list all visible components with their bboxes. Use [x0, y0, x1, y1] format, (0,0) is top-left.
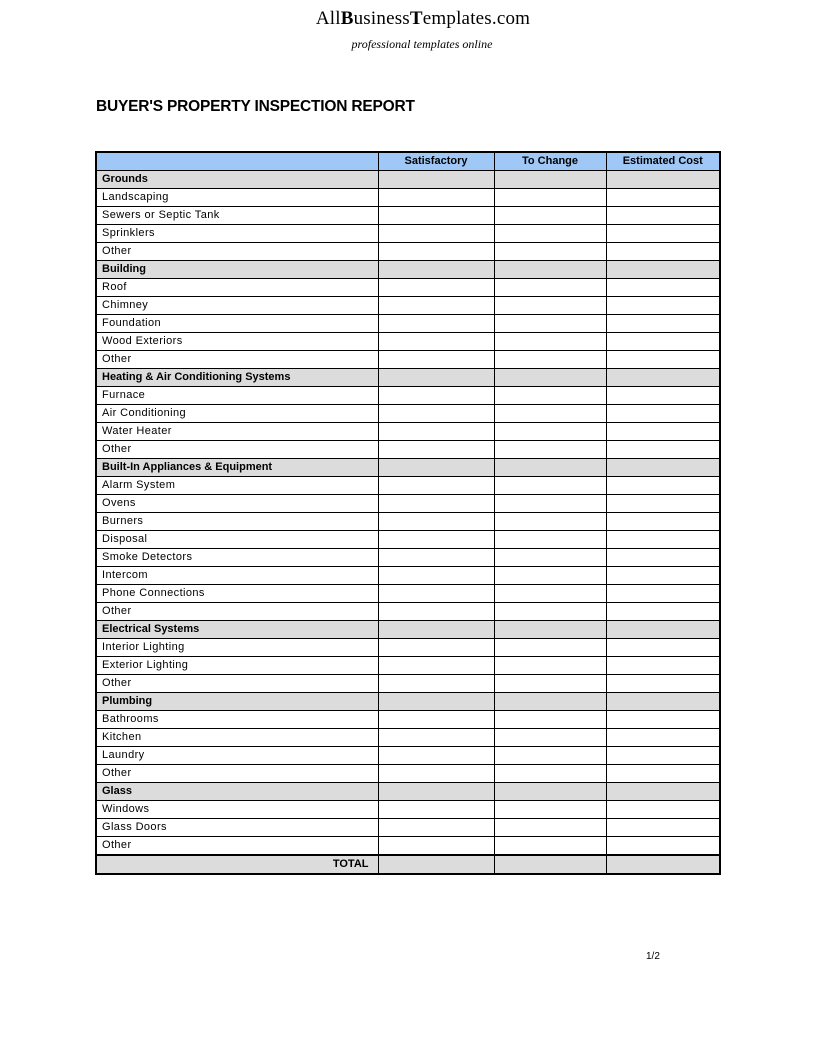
to-change-cell[interactable]: [494, 819, 606, 837]
item-row-label: Other: [96, 441, 378, 459]
to-change-cell: [494, 171, 606, 189]
estimated-cost-cell[interactable]: [606, 315, 720, 333]
to-change-cell[interactable]: [494, 207, 606, 225]
estimated-cost-cell[interactable]: [606, 513, 720, 531]
estimated-cost-cell: [606, 369, 720, 387]
item-row: [96, 279, 720, 297]
satisfactory-cell[interactable]: [378, 315, 494, 333]
item-row: [96, 711, 720, 729]
satisfactory-cell[interactable]: [378, 765, 494, 783]
estimated-cost-cell[interactable]: [606, 747, 720, 765]
item-row: [96, 207, 720, 225]
to-change-cell[interactable]: [494, 765, 606, 783]
to-change-cell[interactable]: [494, 441, 606, 459]
satisfactory-cell[interactable]: [378, 423, 494, 441]
item-row: [96, 477, 720, 495]
section-row-label: Built-In Appliances & Equipment: [96, 459, 378, 477]
item-row-label: Other: [96, 351, 378, 369]
item-row: [96, 243, 720, 261]
item-row: [96, 819, 720, 837]
estimated-cost-cell[interactable]: [606, 711, 720, 729]
to-change-cell[interactable]: [494, 585, 606, 603]
item-row-label: Sewers or Septic Tank: [96, 207, 378, 225]
estimated-cost-cell[interactable]: [606, 531, 720, 549]
estimated-cost-cell[interactable]: [606, 837, 720, 856]
estimated-cost-cell: [606, 171, 720, 189]
item-row-label: Windows: [96, 801, 378, 819]
estimated-cost-cell[interactable]: [606, 657, 720, 675]
item-row: [96, 189, 720, 207]
estimated-cost-cell[interactable]: [606, 225, 720, 243]
section-row: [96, 369, 720, 387]
satisfactory-cell[interactable]: [378, 387, 494, 405]
satisfactory-cell[interactable]: [378, 675, 494, 693]
to-change-cell[interactable]: [494, 495, 606, 513]
satisfactory-cell[interactable]: [378, 513, 494, 531]
estimated-cost-cell[interactable]: [606, 477, 720, 495]
item-row-label: Roof: [96, 279, 378, 297]
to-change-cell[interactable]: [494, 405, 606, 423]
item-row-label: Laundry: [96, 747, 378, 765]
to-change-cell[interactable]: [494, 675, 606, 693]
estimated-cost-cell[interactable]: [606, 279, 720, 297]
to-change-cell[interactable]: [494, 603, 606, 621]
estimated-cost-cell[interactable]: [606, 639, 720, 657]
estimated-cost-cell[interactable]: [606, 603, 720, 621]
to-change-cell: [494, 369, 606, 387]
satisfactory-cell[interactable]: [378, 549, 494, 567]
item-row: [96, 801, 720, 819]
item-row: [96, 567, 720, 585]
to-change-cell[interactable]: [494, 423, 606, 441]
to-change-cell[interactable]: [494, 729, 606, 747]
estimated-cost-cell[interactable]: [606, 441, 720, 459]
satisfactory-cell: [378, 621, 494, 639]
item-row: [96, 297, 720, 315]
to-change-cell[interactable]: [494, 225, 606, 243]
item-row-label: Phone Connections: [96, 585, 378, 603]
satisfactory-cell[interactable]: [378, 567, 494, 585]
item-row: [96, 639, 720, 657]
to-change-cell: [494, 783, 606, 801]
item-row-label: Bathrooms: [96, 711, 378, 729]
to-change-cell[interactable]: [494, 243, 606, 261]
satisfactory-cell[interactable]: [378, 747, 494, 765]
satisfactory-cell: [378, 261, 494, 279]
satisfactory-cell: [378, 459, 494, 477]
to-change-cell: [494, 261, 606, 279]
estimated-cost-cell[interactable]: [606, 333, 720, 351]
item-row-label: Water Heater: [96, 423, 378, 441]
satisfactory-cell[interactable]: [378, 225, 494, 243]
section-row-label: Glass: [96, 783, 378, 801]
to-change-cell[interactable]: [494, 801, 606, 819]
item-row: [96, 585, 720, 603]
item-row: [96, 657, 720, 675]
to-change-cell[interactable]: [494, 387, 606, 405]
to-change-cell[interactable]: [494, 189, 606, 207]
column-header: Satisfactory: [378, 152, 494, 171]
document-title: BUYER'S PROPERTY INSPECTION REPORT: [96, 98, 415, 115]
satisfactory-cell[interactable]: [378, 603, 494, 621]
satisfactory-cell[interactable]: [378, 279, 494, 297]
satisfactory-cell: [378, 693, 494, 711]
item-row-label: Furnace: [96, 387, 378, 405]
satisfactory-cell: [378, 369, 494, 387]
section-row: [96, 459, 720, 477]
satisfactory-cell[interactable]: [378, 855, 494, 874]
estimated-cost-cell: [606, 261, 720, 279]
section-row-label: Heating & Air Conditioning Systems: [96, 369, 378, 387]
estimated-cost-cell[interactable]: [606, 585, 720, 603]
item-row: [96, 747, 720, 765]
brand-logo: AllBusinessTemplates.com: [315, 8, 531, 29]
item-row-label: Wood Exteriors: [96, 333, 378, 351]
item-row: [96, 423, 720, 441]
item-row: [96, 837, 720, 856]
item-row-label: Landscaping: [96, 189, 378, 207]
estimated-cost-cell[interactable]: [606, 243, 720, 261]
satisfactory-cell[interactable]: [378, 243, 494, 261]
item-row-label: Ovens: [96, 495, 378, 513]
item-row: [96, 387, 720, 405]
satisfactory-cell[interactable]: [378, 801, 494, 819]
section-row-label: Grounds: [96, 171, 378, 189]
satisfactory-cell[interactable]: [378, 639, 494, 657]
item-row: [96, 333, 720, 351]
estimated-cost-cell[interactable]: [606, 801, 720, 819]
satisfactory-cell[interactable]: [378, 729, 494, 747]
to-change-cell[interactable]: [494, 279, 606, 297]
satisfactory-cell[interactable]: [378, 711, 494, 729]
to-change-cell[interactable]: [494, 837, 606, 856]
page-number: 1/2: [646, 951, 660, 962]
header-row: [96, 152, 720, 171]
satisfactory-cell[interactable]: [378, 495, 494, 513]
section-row: [96, 261, 720, 279]
to-change-cell[interactable]: [494, 567, 606, 585]
to-change-cell[interactable]: [494, 333, 606, 351]
section-row-label: Electrical Systems: [96, 621, 378, 639]
item-row: [96, 225, 720, 243]
item-row: [96, 405, 720, 423]
item-row-label: Other: [96, 837, 378, 856]
item-row: [96, 441, 720, 459]
estimated-cost-cell[interactable]: [606, 207, 720, 225]
satisfactory-cell[interactable]: [378, 657, 494, 675]
satisfactory-cell[interactable]: [378, 531, 494, 549]
estimated-cost-cell[interactable]: [606, 765, 720, 783]
satisfactory-cell: [378, 171, 494, 189]
section-row-label: Building: [96, 261, 378, 279]
to-change-cell[interactable]: [494, 711, 606, 729]
brand-tagline: professional templates online: [351, 37, 493, 51]
estimated-cost-cell[interactable]: [606, 729, 720, 747]
total-row-label: TOTAL: [96, 855, 378, 874]
item-row-label: Other: [96, 765, 378, 783]
satisfactory-cell[interactable]: [378, 189, 494, 207]
section-row: [96, 783, 720, 801]
item-row: [96, 315, 720, 333]
item-row-label: Burners: [96, 513, 378, 531]
column-header: Estimated Cost: [606, 152, 720, 171]
estimated-cost-cell: [606, 783, 720, 801]
item-row: [96, 729, 720, 747]
estimated-cost-cell[interactable]: [606, 495, 720, 513]
item-row-label: Intercom: [96, 567, 378, 585]
satisfactory-cell[interactable]: [378, 819, 494, 837]
to-change-cell: [494, 459, 606, 477]
estimated-cost-cell[interactable]: [606, 423, 720, 441]
satisfactory-cell[interactable]: [378, 297, 494, 315]
satisfactory-cell[interactable]: [378, 477, 494, 495]
estimated-cost-cell[interactable]: [606, 549, 720, 567]
item-row: [96, 765, 720, 783]
satisfactory-cell[interactable]: [378, 333, 494, 351]
to-change-cell[interactable]: [494, 549, 606, 567]
estimated-cost-cell: [606, 693, 720, 711]
item-row-label: Disposal: [96, 531, 378, 549]
estimated-cost-cell[interactable]: [606, 567, 720, 585]
to-change-cell[interactable]: [494, 855, 606, 874]
inspection-table: [95, 151, 721, 875]
item-row: [96, 675, 720, 693]
item-row-label: Kitchen: [96, 729, 378, 747]
to-change-cell[interactable]: [494, 657, 606, 675]
section-row: [96, 171, 720, 189]
to-change-cell[interactable]: [494, 297, 606, 315]
to-change-cell[interactable]: [494, 531, 606, 549]
satisfactory-cell[interactable]: [378, 441, 494, 459]
estimated-cost-cell: [606, 459, 720, 477]
item-row-label: Smoke Detectors: [96, 549, 378, 567]
item-row-label: Sprinklers: [96, 225, 378, 243]
estimated-cost-cell[interactable]: [606, 675, 720, 693]
to-change-cell[interactable]: [494, 513, 606, 531]
satisfactory-cell[interactable]: [378, 585, 494, 603]
item-row-label: Other: [96, 243, 378, 261]
item-row-label: Alarm System: [96, 477, 378, 495]
item-row-label: Foundation: [96, 315, 378, 333]
item-row: [96, 513, 720, 531]
item-row: [96, 549, 720, 567]
item-row-label: Other: [96, 603, 378, 621]
item-row-label: Interior Lighting: [96, 639, 378, 657]
section-row-label: Plumbing: [96, 693, 378, 711]
estimated-cost-cell[interactable]: [606, 387, 720, 405]
satisfactory-cell[interactable]: [378, 207, 494, 225]
to-change-cell[interactable]: [494, 477, 606, 495]
column-header: [96, 152, 378, 171]
total-row: [96, 855, 720, 874]
to-change-cell: [494, 693, 606, 711]
estimated-cost-cell[interactable]: [606, 351, 720, 369]
inspection-table-body: [96, 152, 720, 874]
item-row: [96, 531, 720, 549]
column-header: To Change: [494, 152, 606, 171]
satisfactory-cell[interactable]: [378, 405, 494, 423]
to-change-cell[interactable]: [494, 639, 606, 657]
item-row: [96, 603, 720, 621]
estimated-cost-cell[interactable]: [606, 819, 720, 837]
estimated-cost-cell[interactable]: [606, 405, 720, 423]
satisfactory-cell[interactable]: [378, 351, 494, 369]
section-row: [96, 693, 720, 711]
item-row-label: Other: [96, 675, 378, 693]
to-change-cell: [494, 621, 606, 639]
estimated-cost-cell: [606, 621, 720, 639]
estimated-cost-cell[interactable]: [606, 297, 720, 315]
item-row-label: Glass Doors: [96, 819, 378, 837]
item-row-label: Exterior Lighting: [96, 657, 378, 675]
item-row: [96, 351, 720, 369]
section-row: [96, 621, 720, 639]
item-row-label: Chimney: [96, 297, 378, 315]
satisfactory-cell[interactable]: [378, 837, 494, 856]
item-row: [96, 495, 720, 513]
to-change-cell[interactable]: [494, 351, 606, 369]
item-row-label: Air Conditioning: [96, 405, 378, 423]
satisfactory-cell: [378, 783, 494, 801]
to-change-cell[interactable]: [494, 315, 606, 333]
estimated-cost-cell[interactable]: [606, 189, 720, 207]
to-change-cell[interactable]: [494, 747, 606, 765]
estimated-cost-cell[interactable]: [606, 855, 720, 874]
